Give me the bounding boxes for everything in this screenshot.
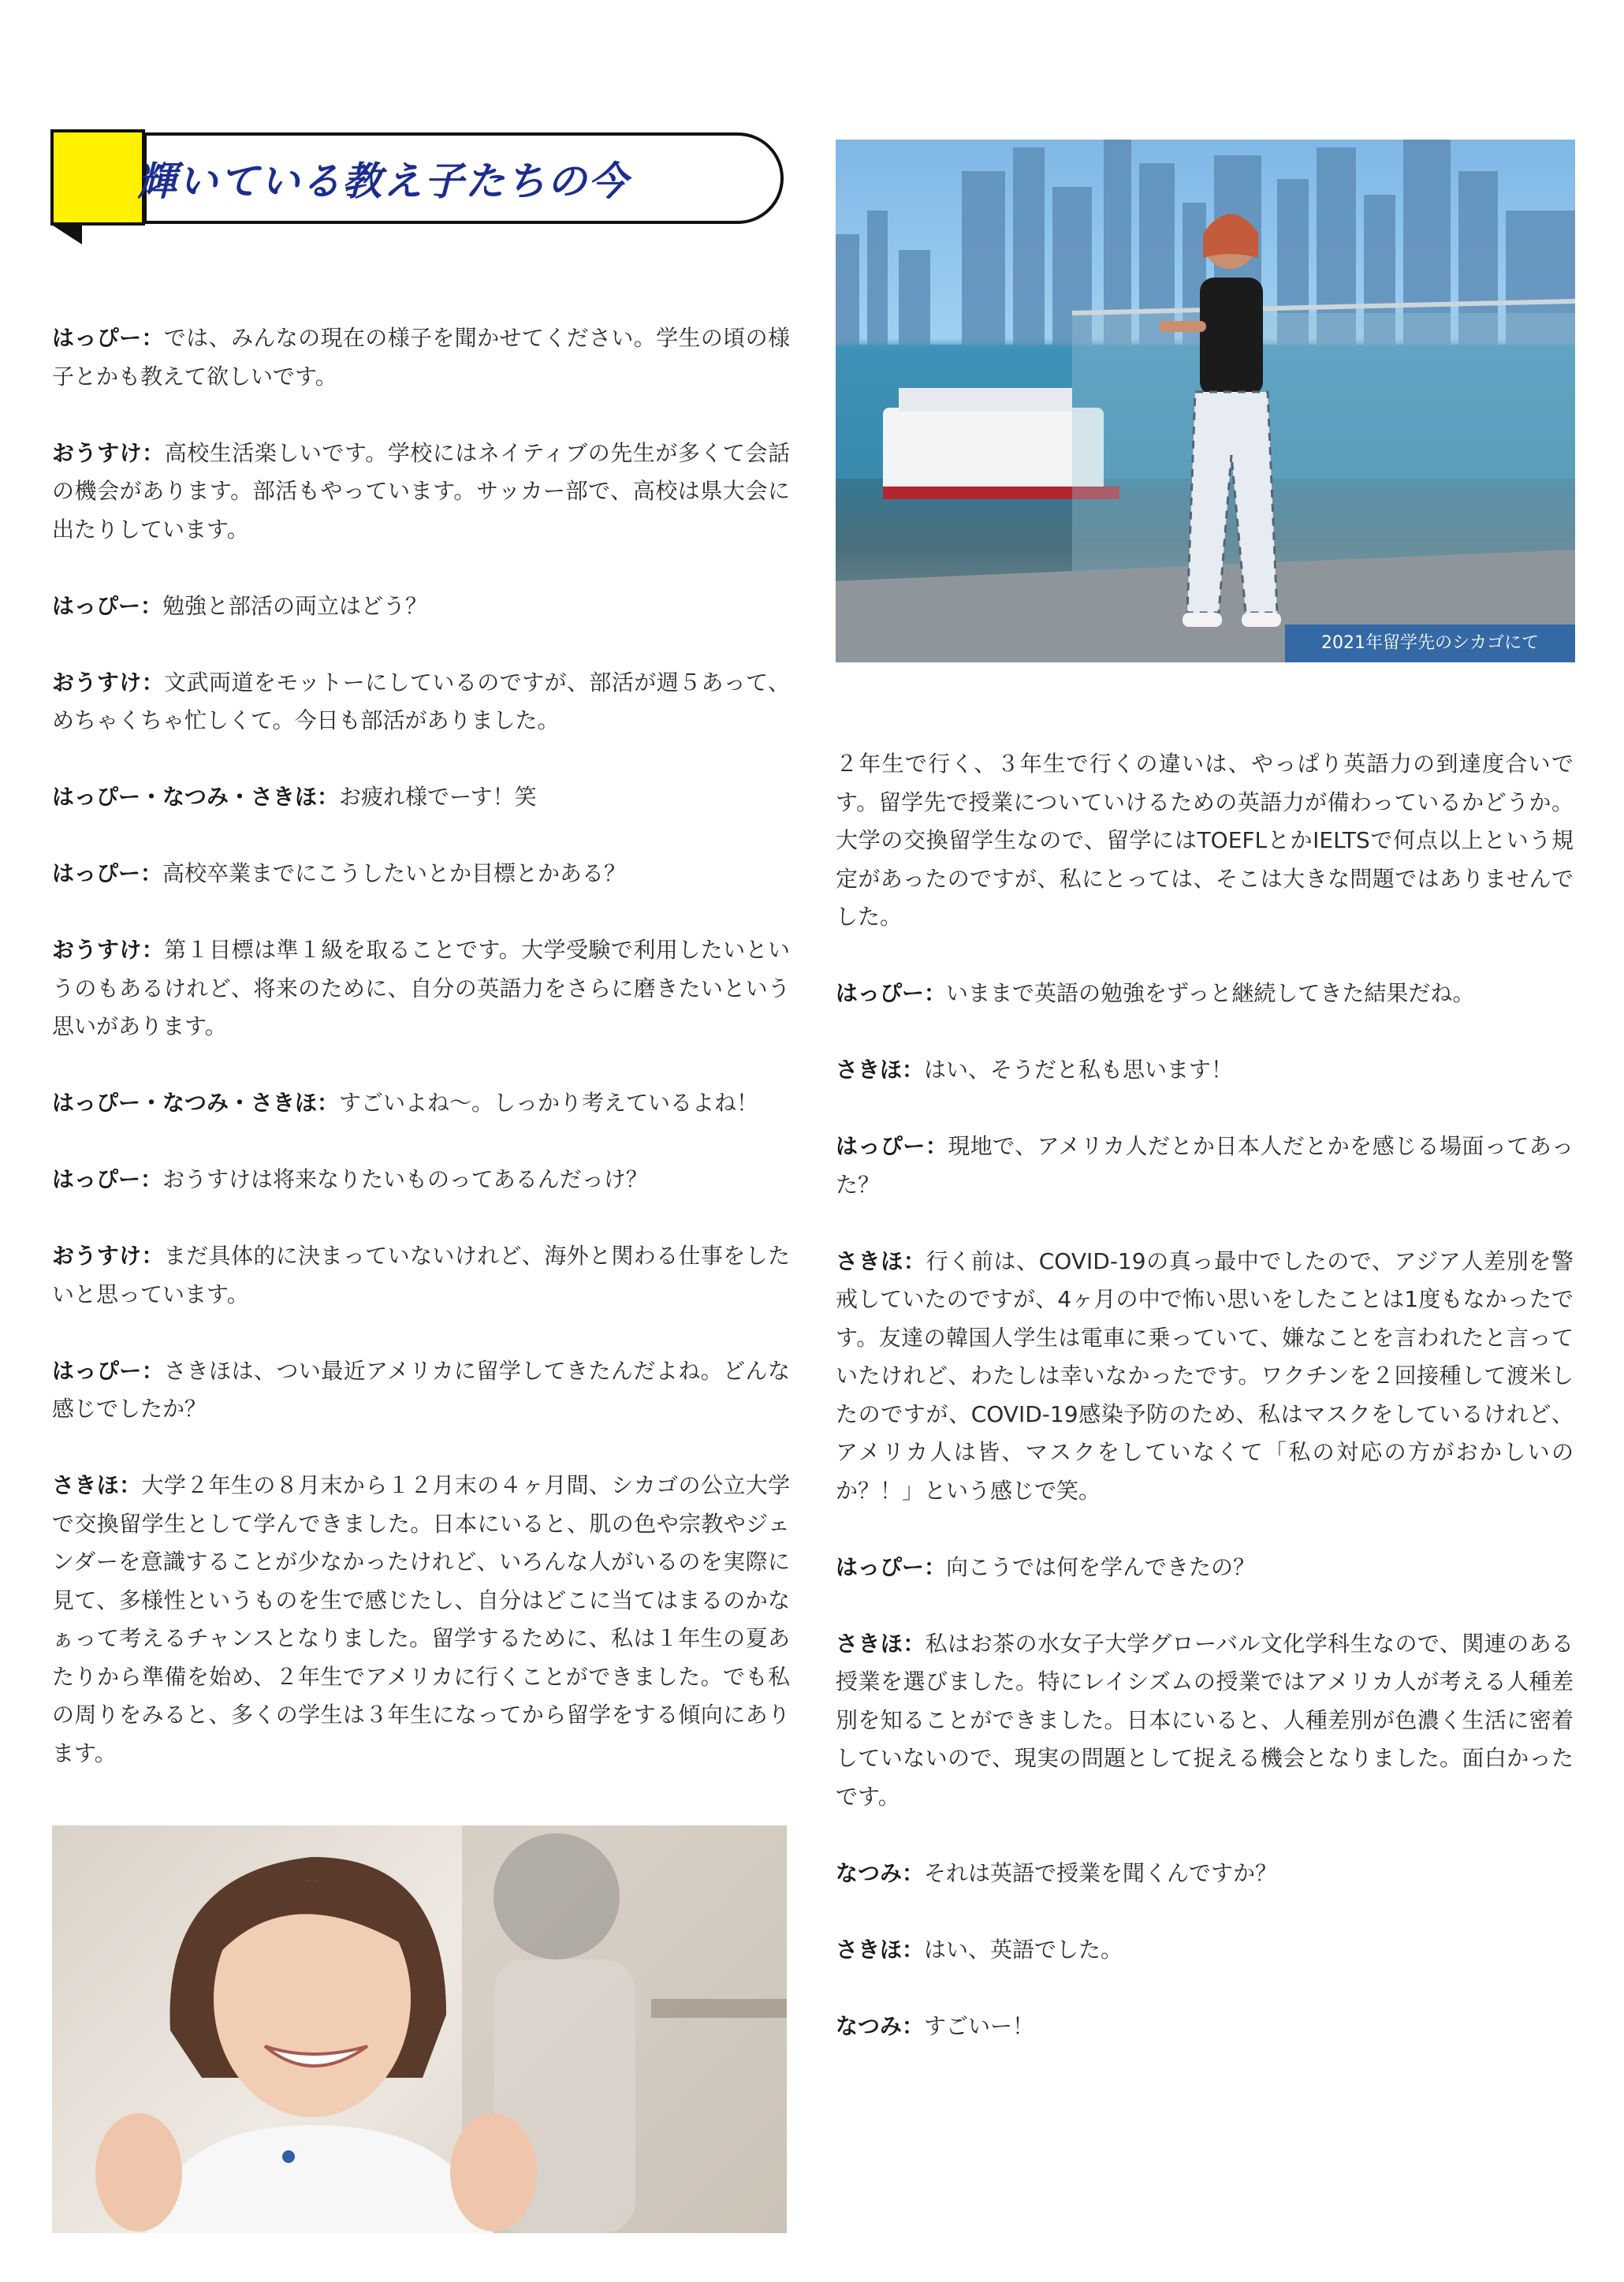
dialogue-paragraph: [52, 319, 790, 396]
dialogue-text: はい、英語でした。: [924, 1936, 1123, 1963]
speaker-name: さきほ: [52, 1472, 120, 1498]
dialogue-paragraph: [52, 587, 790, 626]
speaker-name: おうすけ: [52, 1243, 142, 1269]
dialogue-text: すごいー！: [924, 2012, 1035, 2039]
dialogue-text: 大学２年生の８月末から１２月末の４ヶ月間、シカゴの公立大学で交換留学生として学んできました。日本にいると、肌の色や宗教やジェンダーを意識することが少なかったけれど、いろんな人がいるのを実際に見て、多様性というものを生で感じたし、自分はどこに当てはまるのかなぁって考えるチャンスとなりました。留学するために、私は１年生の夏あたりから準備を始め、２年生でアメリカに行くことができました。でも私の周りをみると、多くの学生は３年生になってから留学をする傾向にあります。: [52, 1472, 790, 1766]
speaker-separator: ：: [141, 937, 165, 963]
speaker-separator: ：: [141, 1243, 164, 1269]
dialogue-paragraph: [836, 1128, 1574, 1204]
speaker-name: さきほ: [836, 1057, 903, 1083]
dialogue-paragraph: [836, 1931, 1574, 1970]
dialogue-text: 文武両道をモットーにしているのですが、部活が週５あって、めちゃくちゃ忙しくて。今日も部活がありました。: [52, 669, 790, 733]
speaker-separator: ：: [140, 592, 163, 619]
dialogue-text: おうすけは将来なりたいものってあるんだっけ？: [162, 1166, 648, 1192]
dialogue-text: お疲れ様でーす！笑: [339, 784, 537, 810]
dialogue-paragraph: [52, 855, 790, 893]
speaker-separator: ：: [902, 1859, 925, 1886]
page-title: 輝いている教え子たちの今: [137, 158, 629, 204]
speaker-name: なつみ: [836, 2012, 903, 2039]
speaker-separator: ：: [317, 1090, 340, 1116]
dialogue-text: 勉強と部活の両立はどう？: [162, 592, 428, 619]
dialogue-text: さきほは、つい最近アメリカに留学してきたんだよね。どんな感じでしたか？: [52, 1357, 790, 1422]
speaker-name: はっぴー: [52, 860, 141, 886]
speaker-name: はっぴー: [52, 1357, 142, 1384]
dialogue-paragraph: [836, 1243, 1574, 1511]
speaker-separator: ：: [140, 860, 163, 886]
left-column: [52, 319, 790, 1811]
dialogue-text: ２年生で行く、３年生で行くの違いは、やっぱり英語力の到達度合いです。留学先で授業についていけるための英語力が備わっているかどうか。大学の交換留学生なので、留学にはTOEFLとかIELTSで何点以上という規定があったのですが、私にとっては、そこは大きな問題ではありませんでした。: [836, 751, 1574, 930]
speaker-name: はっぴー: [52, 1166, 141, 1192]
speaker-name: はっぴー: [836, 1133, 926, 1159]
dialogue-text: まだ具体的に決まっていないけれど、海外と関わる仕事をしたいと思っています。: [52, 1243, 790, 1307]
dialogue-paragraph: [52, 931, 790, 1046]
dialogue-paragraph: [836, 1855, 1574, 1893]
speaker-name: おうすけ: [52, 937, 142, 963]
speaker-separator: ：: [924, 980, 947, 1006]
speaker-name: はっぴー・なつみ・さきほ: [52, 784, 318, 810]
dialogue-text: はい、そうだと私も思います！: [924, 1057, 1234, 1083]
dialogue-paragraph: [836, 1625, 1574, 1817]
speaker-separator: ：: [141, 669, 165, 695]
dialogue-paragraph: [52, 1352, 790, 1429]
speaker-separator: ：: [902, 1057, 925, 1083]
speaker-separator: ：: [924, 1553, 947, 1580]
speaker-name: さきほ: [836, 1630, 903, 1657]
dialogue-paragraph: [836, 745, 1574, 937]
dialogue-paragraph: [52, 1161, 790, 1199]
dialogue-text: 第１目標は準１級を取ることです。大学受験で利用したいというのもあるけれど、将来のために、自分の英語力をさらに磨きたいという思いがあります。: [52, 937, 790, 1039]
speaker-name: おうすけ: [52, 669, 142, 695]
dialogue-paragraph: [836, 1549, 1574, 1587]
speaker-separator: ：: [925, 1133, 948, 1159]
dialogue-text: 高校卒業までにこうしたいとか目標とかある？: [162, 860, 627, 886]
dialogue-paragraph: [836, 975, 1574, 1013]
chicago-photo-illustration: [836, 140, 1575, 662]
portrait-photo-illustration: [52, 1825, 787, 2233]
speaker-separator: ：: [903, 1630, 926, 1657]
speaker-separator: ：: [141, 325, 164, 351]
speaker-name: はっぴー: [52, 325, 142, 351]
banner-fold: [50, 224, 82, 244]
dialogue-text: 現地で、アメリカ人だとか日本人だとかを感じる場面ってあった？: [836, 1133, 1574, 1198]
speaker-separator: ：: [902, 1936, 925, 1963]
dialogue-paragraph: [836, 1051, 1574, 1090]
speaker-separator: ：: [902, 2012, 925, 2039]
speaker-name: おうすけ: [52, 439, 143, 466]
speaker-name: はっぴー: [836, 980, 925, 1006]
dialogue-paragraph: [52, 1084, 790, 1123]
speaker-name: はっぴー: [836, 1553, 925, 1580]
dialogue-paragraph: [52, 1467, 790, 1773]
speaker-separator: ：: [140, 1166, 163, 1192]
chicago-photo: [836, 140, 1575, 662]
speaker-separator: ：: [141, 1357, 165, 1384]
dialogue-paragraph: [52, 778, 790, 817]
speaker-name: はっぴー・なつみ・さきほ: [52, 1090, 318, 1116]
dialogue-text: すごいよね〜。しっかり考えているよね！: [339, 1090, 759, 1116]
portrait-photo: [52, 1825, 787, 2233]
dialogue-paragraph: [836, 2008, 1574, 2046]
right-column: [836, 745, 1574, 2084]
dialogue-paragraph: [52, 664, 790, 740]
banner-yellow-tab: [50, 129, 145, 226]
speaker-name: さきほ: [836, 1936, 903, 1963]
dialogue-text: 私はお茶の水女子大学グローバル文化学科生なので、関連のある授業を選びました。特にレイシズムの授業ではアメリカ人が考える人種差別を知ることができました。日本にいると、人種差別が色濃く生活に密着していないので、現実の問題として捉える機会となりました。面白かったです。: [836, 1630, 1574, 1810]
dialogue-text: 行く前は、COVID-19の真っ最中でしたので、アジア人差別を警戒していたのですが、4ヶ月の中で怖い思いをしたことは1度もなかったです。友達の韓国人学生は電車に乗っていて、嫌なことを言われたと言っていたけれど、わたしは幸いなかったです。ワクチンを２回接種して渡米したのですが、COVID-19感染予防のため、私はマスクをしているけれど、アメリカ人は皆、マスクをしていなくて「私の対応の方がおかしいのか？！」という感じで笑。: [836, 1247, 1574, 1504]
chicago-photo-caption: 2021年留学先のシカゴにて: [1285, 625, 1575, 662]
speaker-separator: ：: [903, 1247, 926, 1274]
speaker-name: はっぴー: [52, 592, 141, 619]
dialogue-text: いままで英語の勉強をずっと継続してきた結果だね。: [946, 980, 1475, 1006]
speaker-separator: ：: [119, 1472, 142, 1498]
speaker-separator: ：: [317, 784, 340, 810]
dialogue-text: それは英語で授業を聞くんですか？: [924, 1859, 1278, 1886]
heading-banner: [50, 129, 787, 244]
dialogue-text: 高校生活楽しいです。学校にはネイティブの先生が多くて会話の機会があります。部活もやっています。サッカー部で、高校は県大会に出たりしています。: [52, 439, 790, 543]
dialogue-paragraph: [52, 1237, 790, 1314]
dialogue-text: 向こうでは何を学んできたの？: [946, 1553, 1256, 1580]
dialogue-paragraph: [52, 434, 790, 550]
dialogue-text: では、みんなの現在の様子を聞かせてください。学生の頃の様子とかも教えて欲しいです。: [52, 325, 790, 390]
speaker-name: なつみ: [836, 1859, 903, 1886]
speaker-name: さきほ: [836, 1247, 903, 1274]
speaker-separator: ：: [142, 439, 165, 466]
